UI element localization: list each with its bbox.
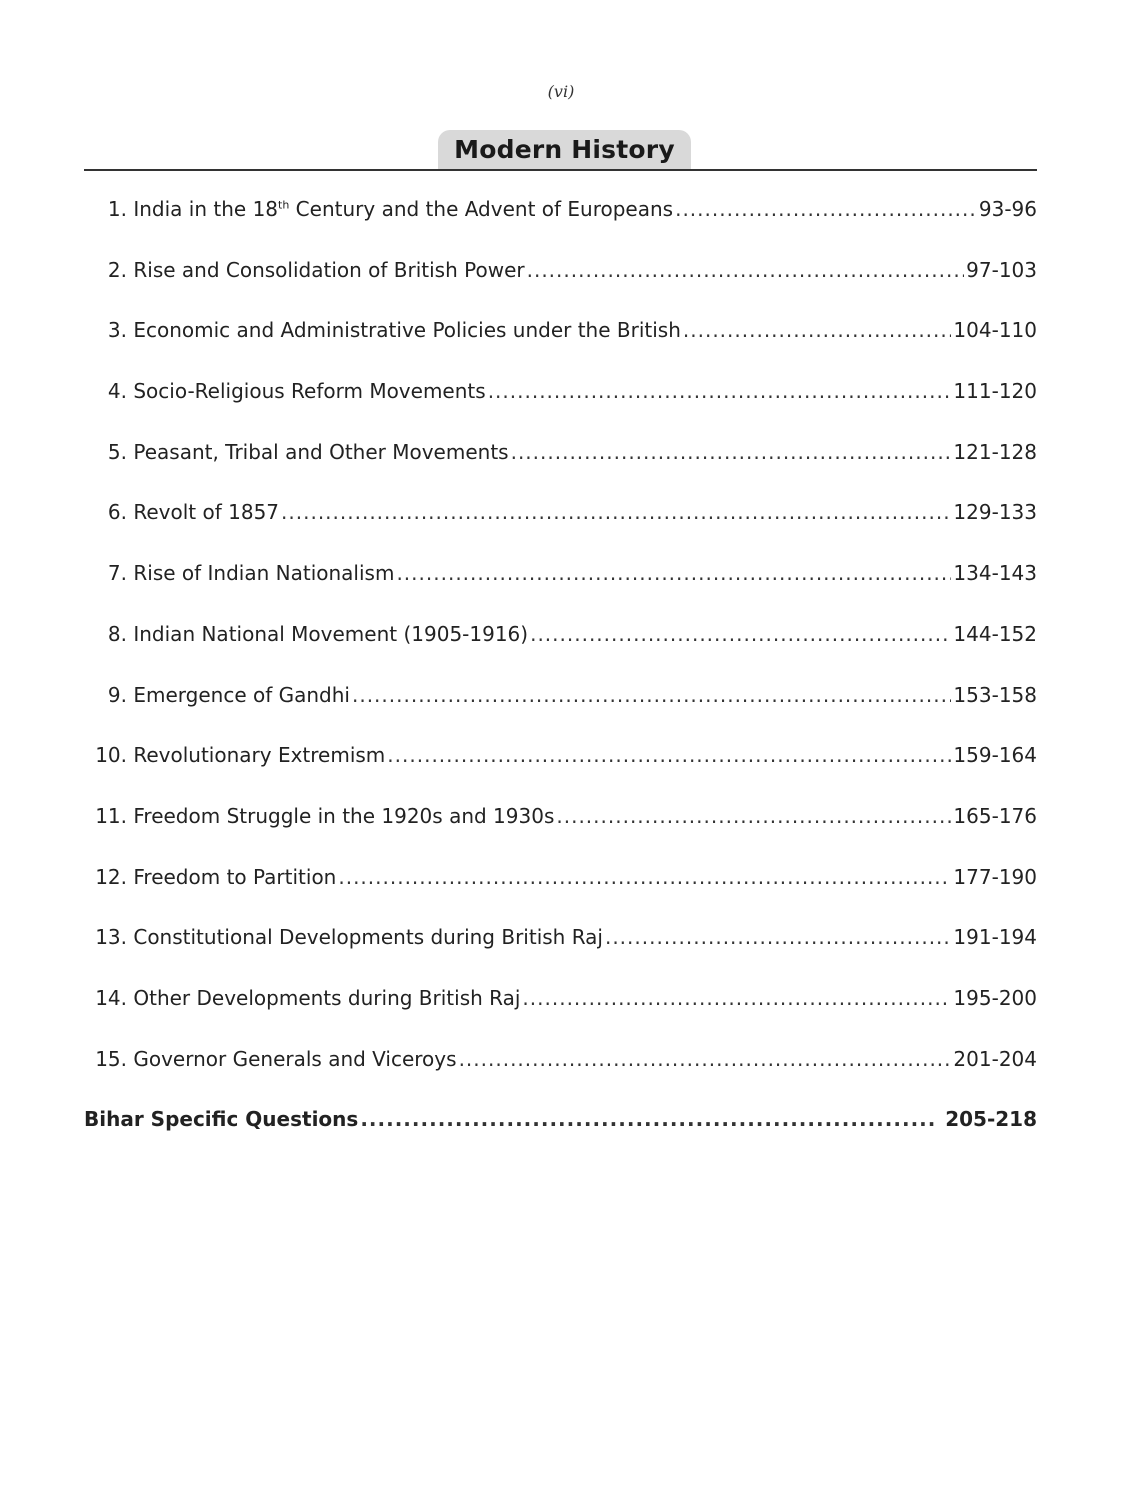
page-range: 201-204	[953, 1046, 1037, 1071]
heading-tab	[438, 130, 691, 169]
page-range: 205-218	[945, 1107, 1037, 1132]
dot-leader	[527, 258, 965, 282]
chapter-number: 3.	[107, 318, 127, 343]
dot-leader	[396, 561, 951, 585]
toc-entry-10[interactable]	[84, 743, 1037, 804]
dot-leader	[338, 865, 951, 889]
dot-leader	[530, 622, 951, 646]
page-range: 165-176	[953, 803, 1037, 828]
chapter-number: 11.	[95, 803, 127, 828]
dot-leader	[281, 500, 951, 524]
dot-leader	[459, 1047, 952, 1071]
toc-entry-15[interactable]	[84, 1047, 1037, 1108]
toc-entry-bihar-specific[interactable]	[84, 1107, 1037, 1168]
chapter-title: Constitutional Developments during British Raj	[133, 925, 603, 950]
chapter-number: 2.	[107, 257, 127, 282]
dot-leader	[387, 743, 951, 767]
chapter-title: Socio-Religious Reform Movements	[133, 379, 486, 404]
page-range: 134-143	[953, 561, 1037, 586]
chapter-title: Rise and Consolidation of British Power	[133, 257, 525, 282]
chapter-number: 10.	[95, 743, 127, 768]
chapter-number: 14.	[95, 985, 127, 1010]
table-of-contents	[84, 197, 1037, 1168]
chapter-number: 9.	[107, 682, 127, 707]
chapter-title: Indian National Movement (1905-1916)	[133, 621, 529, 646]
chapter-number: 6.	[107, 500, 127, 525]
chapter-title: Revolt of 1857	[133, 500, 280, 525]
page-number: (vi)	[547, 82, 575, 101]
dot-leader	[556, 804, 951, 828]
page-range: 159-164	[953, 743, 1037, 768]
dot-leader	[360, 1107, 937, 1131]
chapter-number: 4.	[107, 379, 127, 404]
page-range: 129-133	[953, 500, 1037, 525]
page-range: 121-128	[953, 439, 1037, 464]
chapter-number: 5.	[107, 439, 127, 464]
toc-entry-3[interactable]	[84, 318, 1037, 379]
dot-leader	[522, 986, 951, 1010]
toc-entry-1[interactable]	[84, 197, 1037, 258]
dot-leader	[511, 440, 952, 464]
chapter-number: 13.	[95, 925, 127, 950]
page-range: 191-194	[953, 925, 1037, 950]
chapter-number: 1.	[107, 197, 127, 221]
page-range: 104-110	[953, 318, 1037, 343]
toc-entry-5[interactable]	[84, 440, 1037, 501]
chapter-title: Revolutionary Extremism	[133, 743, 386, 768]
dot-leader	[683, 318, 952, 342]
page-range: 111-120	[953, 379, 1037, 404]
page-range: 144-152	[953, 621, 1037, 646]
toc-entry-6[interactable]	[84, 500, 1037, 561]
page-range: 93-96	[978, 197, 1037, 221]
chapter-number: 8.	[107, 621, 127, 646]
toc-entry-8[interactable]	[84, 622, 1037, 683]
chapter-title: Economic and Administrative Policies under the British	[133, 318, 681, 343]
chapter-title: Emergence of Gandhi	[133, 682, 350, 707]
section-heading	[84, 130, 1037, 171]
chapter-title: Peasant, Tribal and Other Movements	[133, 439, 509, 464]
dot-leader	[352, 683, 951, 707]
page-range: 153-158	[953, 682, 1037, 707]
toc-entry-11[interactable]	[84, 804, 1037, 865]
chapter-title: Governor Generals and Viceroys	[133, 1046, 457, 1071]
toc-entry-2[interactable]	[84, 258, 1037, 319]
toc-entry-9[interactable]	[84, 683, 1037, 744]
chapter-number: 7.	[107, 561, 127, 586]
section-title: Modern History	[454, 135, 675, 164]
toc-entry-7[interactable]	[84, 561, 1037, 622]
chapter-number: 12.	[95, 864, 127, 889]
toc-entry-4[interactable]	[84, 379, 1037, 440]
page-range: 177-190	[953, 864, 1037, 889]
heading-rule	[84, 169, 1037, 171]
page-range: 97-103	[966, 257, 1037, 282]
ordinal-suffix: th	[278, 198, 290, 212]
special-section-title: Bihar Specific Questions	[84, 1107, 359, 1132]
toc-entry-13[interactable]	[84, 925, 1037, 986]
dot-leader	[675, 197, 977, 221]
dot-leader	[605, 925, 951, 949]
dot-leader	[488, 379, 952, 403]
chapter-title: Freedom to Partition	[133, 864, 337, 889]
chapter-title: India in the 18th Century and the Advent of Europeans	[133, 197, 674, 221]
chapter-title: Rise of Indian Nationalism	[133, 561, 395, 586]
chapter-number: 15.	[95, 1046, 127, 1071]
page-range: 195-200	[953, 985, 1037, 1010]
chapter-title: Freedom Struggle in the 1920s and 1930s	[133, 803, 555, 828]
toc-entry-14[interactable]	[84, 986, 1037, 1047]
chapter-title: Other Developments during British Raj	[133, 985, 521, 1010]
toc-entry-12[interactable]	[84, 865, 1037, 926]
